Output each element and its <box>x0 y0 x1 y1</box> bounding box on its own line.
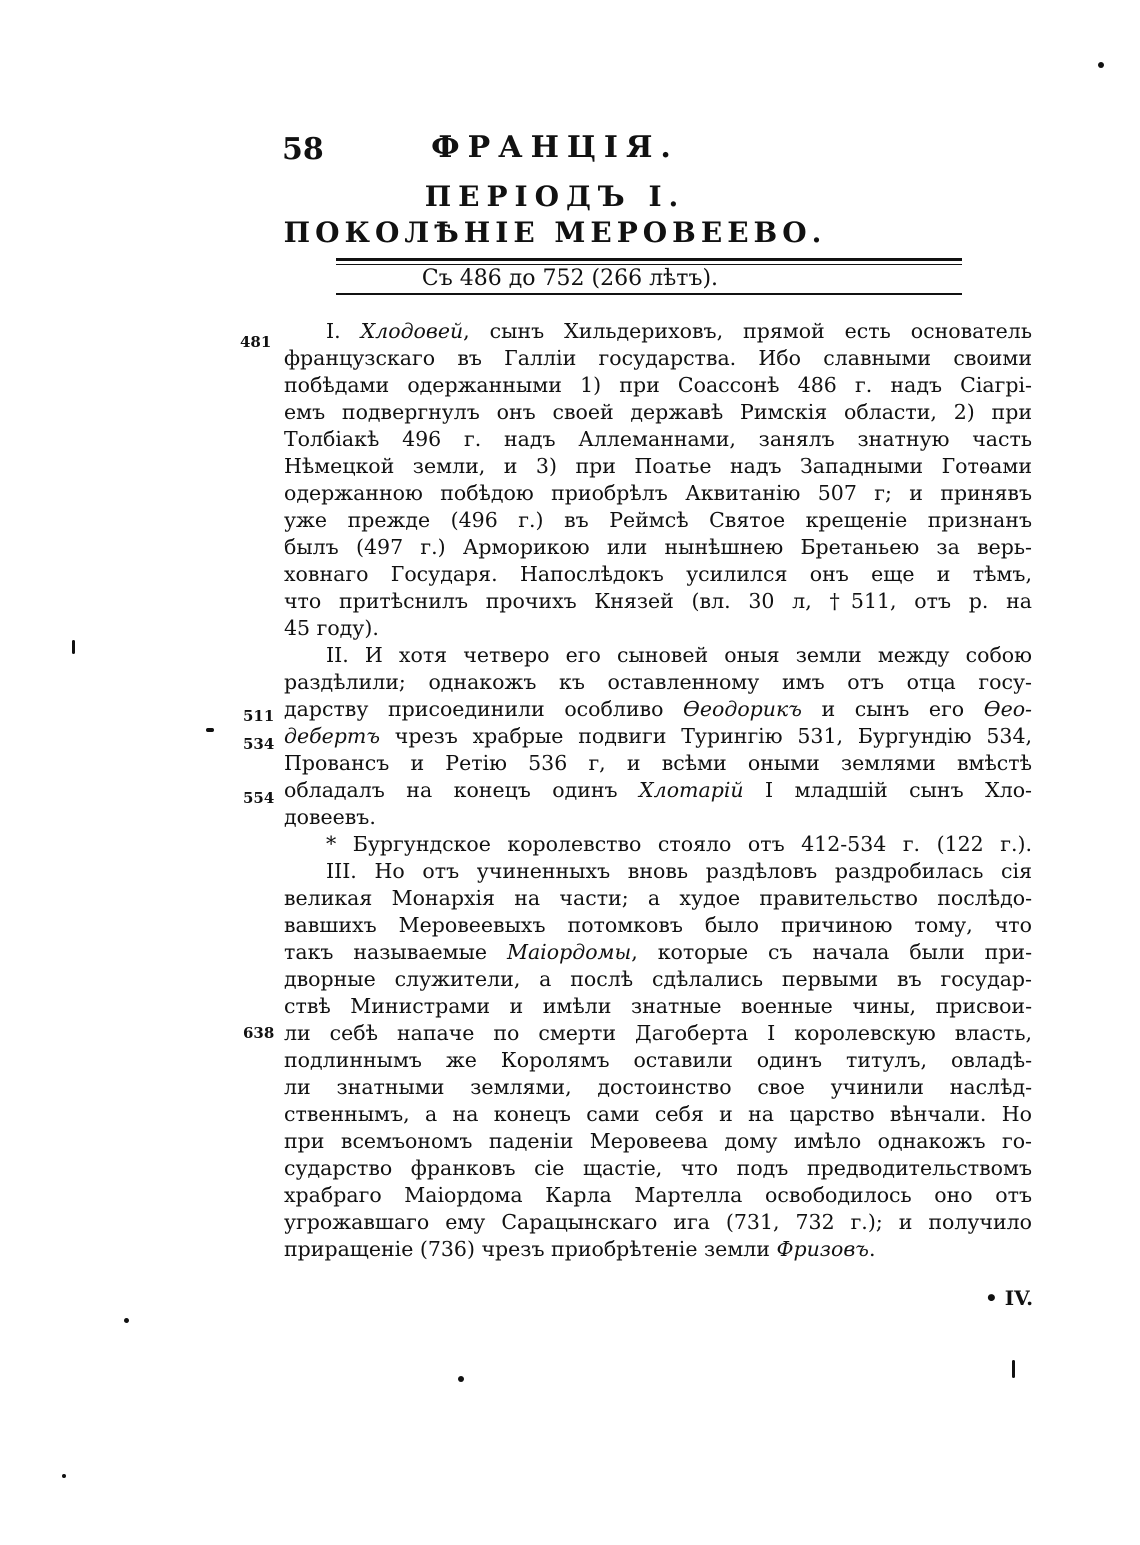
margin-year: 534 <box>243 735 275 753</box>
scan-speck <box>72 640 75 654</box>
text-line: II. И хотя четверо его сыновей оныя земли между собою <box>326 643 1032 667</box>
heading-rule-thin <box>336 264 962 265</box>
text-line: одержанною побѣдою приобрѣлъ Аквитанію 507 г; и принявъ <box>284 481 1032 505</box>
text-line: емъ подвергнулъ онъ своей державѣ Римскія области, 2) при <box>284 400 1032 424</box>
text-line: дебертъ чрезъ храбрые подвиги Турингію 531, Бургундію 534, <box>284 724 1032 748</box>
page-number: 58 <box>282 132 324 167</box>
text-line: вавшихъ Меровеевыхъ потомковъ было причиною тому, что <box>284 913 1032 937</box>
text-line: ственнымъ, а на конецъ сами себя и на царство вѣнчали. Но <box>284 1102 1032 1126</box>
text-line: 45 году). <box>284 616 379 640</box>
text-line: Нѣмецкой земли, и 3) при Поатье надъ Западными Готѳами <box>284 454 1032 478</box>
text-line: храбраго Маіордома Карла Мартелла освободилось оно отъ <box>284 1183 1032 1207</box>
date-range: Съ 486 до 752 (266 лѣтъ). <box>421 266 719 291</box>
running-title: ФРАНЦІЯ. <box>431 130 679 165</box>
text-line: I. Хлодовей, сынъ Хильдериховъ, прямой есть основатель <box>326 319 1032 343</box>
text-line: угрожавшаго ему Сарацынскаго ига (731, 732 г.); и получило <box>284 1210 1032 1234</box>
text-line: довеевъ. <box>284 805 376 829</box>
date-range-rule <box>336 293 962 295</box>
margin-year: 511 <box>243 707 275 725</box>
text-line: ствѣ Министрами и имѣли знатные военные чины, присвои- <box>284 994 1032 1018</box>
scan-speck <box>1012 1360 1015 1378</box>
text-line: что притѣснилъ прочихъ Князей (вл. 30 л, †511, отъ р. на <box>284 589 1032 613</box>
text-line: подлиннымъ же Королямъ оставили одинъ титулъ, овладѣ- <box>284 1048 1032 1072</box>
scan-speck <box>206 728 214 732</box>
margin-year: 554 <box>243 789 275 807</box>
text-line: при всемъономъ паденіи Меровеева дому имѣло однакожъ го- <box>284 1129 1032 1153</box>
text-line: ховнаго Государя. Напослѣдокъ усилился онъ еще и тѣмъ, <box>284 562 1032 586</box>
scan-speck <box>1098 62 1104 68</box>
text-line: уже прежде (496 г.) въ Реймсѣ Святое крещеніе признанъ <box>284 508 1032 532</box>
dynasty-heading: ПОКОЛѢНІЕ МЕРОВЕЕВО. <box>283 216 827 249</box>
scan-speck <box>62 1474 66 1478</box>
text-line: великая Монархія на части; а худое правительство послѣдо- <box>284 886 1032 910</box>
text-line: III. Но отъ учиненныхъ вновь раздѣловъ раздробилась сія <box>326 859 1032 883</box>
text-line: побѣдами одержанными 1) при Соассонѣ 486 г. надъ Сіагрі- <box>284 373 1032 397</box>
text-line: ли знатными землями, достоинство свое учинили наслѣд- <box>284 1075 1032 1099</box>
text-line: былъ (497 г.) Арморикою или нынѣшнею Бретаньею за верь- <box>284 535 1032 559</box>
margin-year: 481 <box>240 333 272 351</box>
text-line: дворные служители, а послѣ сдѣлались первыми въ государ- <box>284 967 1032 991</box>
text-line: обладалъ на конецъ одинъ Хлотарій I младшій сынъ Хло- <box>284 778 1032 802</box>
text-line: Провансъ и Ретію 536 г, и всѣми оными землями вмѣстѣ <box>284 751 1032 775</box>
heading-rule-thick <box>336 258 962 261</box>
scan-speck <box>458 1376 464 1382</box>
catchword: • IV. <box>985 1286 1034 1310</box>
period-heading: ПЕРІОДЪ I. <box>424 180 686 213</box>
text-line: французскаго въ Галліи государства. Ибо славными своими <box>284 346 1032 370</box>
text-line: Толбіакѣ 496 г. надъ Аллеманнами, занялъ знатную часть <box>284 427 1032 451</box>
margin-year: 638 <box>243 1024 275 1042</box>
text-line: дарству присоединили особливо Ѳеодорикъ и сынъ его Ѳео- <box>284 697 1032 721</box>
text-line: раздѣлили; однакожъ къ оставленному имъ отъ отца госу- <box>284 670 1032 694</box>
text-line: ли себѣ напаче по смерти Дагоберта I королевскую власть, <box>284 1021 1032 1045</box>
scan-speck <box>124 1318 129 1323</box>
text-line: сударство франковъ сіе щастіе, что подъ предводительствомъ <box>284 1156 1032 1180</box>
text-line: такъ называемые Маіордомы, которые съ начала были при- <box>284 940 1032 964</box>
text-line: приращеніе (736) чрезъ приобрѣтеніе земли Фризовъ. <box>284 1237 876 1261</box>
footnote-line: * Бургундское королевство стояло отъ 412-534 г. (122 г.). <box>326 832 1032 856</box>
